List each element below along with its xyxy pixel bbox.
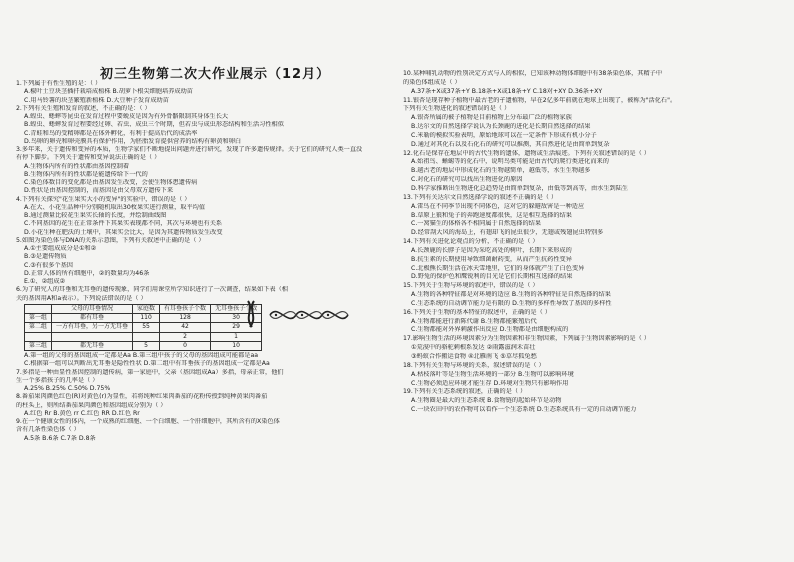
text-line: A.长颈鹿的长脖子是因为采吃高处的树叶，长期下来形成的	[411, 246, 572, 254]
text-line: C.生物必须适应环境才能生存 D.环境对生物只有影响作用	[411, 379, 569, 387]
table-row	[25, 341, 262, 350]
survey-table	[24, 304, 262, 351]
text-line: ①荒漠中的骆驼刺根系发达 ②雨露滋润禾苗壮	[411, 344, 536, 352]
table-header-cell: 家庭数	[133, 304, 160, 313]
text-line: C.染色体数目的变化都是由基因发生改变，会使生物体患遗传病	[24, 179, 198, 186]
text-line: A.枯枝落叶等是生物生活环境的一部分 B.生物可以影响环境	[411, 370, 574, 378]
text-line: B.生物体内所有的性状都是能遗传给下一代的	[24, 170, 148, 178]
text-line: B.通过测量比较花生果实长轴的长度，并绘制曲线图	[24, 212, 167, 219]
text-line: D.野兔的保护色和鹰锐利的目光是它们长期相互选择的结果	[411, 273, 573, 281]
text-line: D.通过对其化石以及石化石的研究可以推测，其自然进化是由简单到复杂	[411, 140, 610, 148]
text-line: A.生物圈是最大的生态系统 B.食物链的起始环节是动物	[411, 397, 562, 405]
table-cell: 10	[211, 341, 262, 350]
text-line: A.37条+X或37条+Y B.18条+X或18条+Y C.18对+XY D.36条+XY	[411, 87, 603, 95]
table-cell: 29	[211, 323, 262, 332]
table-cell: 一方有耳垂，另一方无耳垂	[52, 323, 133, 332]
table-row	[25, 332, 262, 341]
text-line: B.③是遗传物质	[24, 253, 67, 261]
text-line: D.正常人体的所有细胞中，②的数量均为46条	[24, 269, 150, 277]
text-line: 15.下列关于生物与环境的叙述中，错误的是（ ）	[403, 282, 539, 290]
text-line: A.生物体内所有的性状都由基因控制着	[24, 162, 130, 170]
text-line: D.性状是由基因控制的，而基因是由父母双方遗传下来	[24, 187, 174, 195]
text-line: C.对化石的研究可以找出生物进化的原因	[411, 176, 523, 184]
text-line: C.生物都能对外界刺激作出反应 D.生物都是由细胞构成的	[411, 326, 569, 334]
text-line: C.不同基因的花生在正常条件下其果实表现都不同，其次与环境也有关系	[24, 220, 223, 228]
table-header-cell: 父母的耳垂情况	[52, 304, 133, 313]
text-line: A.蝗虫、蟋蟀等昆虫在发育过程中要蜕皮是因为有外骨骼限制其身体生长大	[24, 113, 229, 120]
text-line: 6.为了研究人的耳垂和无耳垂的遗传现象，同学们用课堂所学知识进行了一次调查，结果如下表（相	[16, 286, 288, 294]
text-line: 19.下列有关生态系统的叙述，正确的是（ ）	[403, 388, 527, 396]
text-line: B.草原上狼和兔子的奔跑速度都很快，这是相互选择的结果	[411, 211, 572, 219]
text-line: C.一块农田中的农作物可以看作一个生态系统 D.生态系统具有一定的自动调节能力	[411, 406, 637, 414]
text-line: 有停下脚步。下列关于遗传和变异说法正确的是（ ）	[16, 154, 161, 162]
table-cell: 0	[160, 341, 211, 350]
table-cell: 都无耳垂	[52, 341, 133, 350]
page-title: 初三生物第二次大作业展示（12月）	[100, 67, 331, 82]
text-line: A.在大、小花生品种中分别随机取出30枚果实进行测量，取平均值	[24, 203, 206, 211]
table-cell: 5	[133, 341, 160, 350]
text-line: D.科学家推断出生物进化总趋势是由简单到复杂，由低等到高等，由水生到陆生	[411, 184, 629, 192]
left-column	[16, 80, 386, 443]
table-cell: 42	[160, 323, 211, 332]
table-header-cell: 无耳垂孩子个数	[211, 304, 262, 313]
table-header-cell: 有耳垂孩子个数	[160, 304, 211, 313]
text-line: 的柱头上，则所结番茄果肉颜色和基因组成分别为（ ）	[16, 401, 167, 409]
table-cell: 110	[133, 314, 160, 323]
text-line: C.生态系统的自动调节能力是有限的 D.生物的多样性导致了基因的多样性	[411, 299, 612, 307]
text-line: 4.下列有关探究"花生果实大小的变异"的实验中，错误的是（ ）	[16, 195, 191, 203]
text-line: C.用马铃薯的块茎繁殖新植株 D.大豆种子发育成幼苗	[24, 96, 169, 104]
table-cell	[133, 332, 160, 341]
text-line: 3.多年来，关于遗传和变异的本质，生物学家们不断地提出问题并进行研究，发现了许多遗传规律。关于它们的研究人类一直没	[16, 146, 363, 153]
text-line: 含有几条性染色体（ ）	[16, 426, 80, 434]
text-line: 5.如图为染色体与DNA的关系示意图，下列有关叙述中正确的是（ ）	[16, 236, 205, 244]
text-line: 下列有关生物进化的叙述错误的是（ ）	[403, 105, 511, 113]
text-line: E.①、②组成②	[24, 278, 66, 285]
right-column	[403, 70, 783, 415]
text-line: A.第一组的父母的基因组成一定都是Aa B.第三组中孩子的父母的基因组成可能都是aa	[24, 352, 259, 359]
table-cell: 第一组	[25, 314, 52, 323]
text-line: 14.下列有关进化论观点的分析，不正确的是（ ）	[403, 238, 539, 246]
text-line: D.经常刮大风的海岛上，有翅却飞的昆虫很少，无翅或残翅昆虫特别多	[411, 229, 604, 237]
text-line: C.根据第一组可以判断出无耳垂是隐性性状 D.第二组中有耳垂孩子的基因组成一定都是Aa	[24, 360, 270, 368]
table-row	[25, 323, 262, 332]
text-line: 生一个多指孩子的几率是（ ）	[16, 376, 99, 384]
text-line: 的染色体组成是（ ）	[403, 78, 461, 86]
table-cell: 1	[211, 332, 262, 341]
text-line: A.25% B.25% C.50% D.75%	[24, 385, 111, 392]
text-line: A.雷鸟在不同季节出现不同体色，这对它的躲避敌害是一种适应	[411, 202, 585, 210]
text-line: D.鸟卵的卵壳和卵壳膜具有保护作用，为胚胎发育提供营养的结构有卵黄和卵白	[24, 137, 242, 145]
text-line: A.银杏所属的被子植物是目前植物上分布最广泛的植物家族	[411, 114, 572, 122]
text-line: C.北极熊长期生活在冰天雪地里，它们的身体就产生了白色变异	[411, 264, 585, 272]
text-line: 1.下列属于有性生殖的是：（ ）	[16, 80, 102, 87]
table-cell	[25, 332, 52, 341]
text-line: B.蝗虫、蟋蟀发育过程要经过卵、若虫、成虫三个时期，但若虫与成虫形态结构和生活习性相似	[24, 121, 284, 129]
text-line: 2.下列有关生殖和发育的叙述，不正确的是：（ ）	[16, 104, 151, 112]
text-line: B.越古老的地层中形成化石的生物越简单，越低等，水生生物越多	[411, 167, 591, 175]
text-line: A.生物都能进行新陈代谢 B.生物都能繁殖后代	[411, 317, 537, 325]
text-line: B.抗生素的长期使用导致细菌耐药变，从而产生抗药性变异	[411, 255, 572, 263]
text-line: 17.影响生物生活的环境因素分为生物因素和非生物因素，下列属于生物因素影响的是（ ）	[403, 335, 650, 343]
text-line: C.米勒的模拟实验表明，原始地球可以在一定条件下形成有机小分子	[411, 131, 597, 139]
text-line: 10.某种哺乳动物的性别决定方式与人的相似，已知该种动物体细胞中有38条染色体，其精子中	[403, 70, 663, 77]
table-cell: 30	[211, 314, 262, 323]
table-cell: 55	[133, 323, 160, 332]
text-line: 13.下列有关达尔文自然选择学说的叙述不正确的是（ ）	[403, 193, 558, 201]
text-line: D.小花生种在肥沃的土壤中，其果实会比大，是因为其遗传物质发生改变	[24, 228, 223, 236]
table-cell: 第二组	[25, 323, 52, 332]
text-line: 关的基因用A和a表示）。下列说法错误的是（ ）	[16, 294, 147, 302]
text-line: C.一窝猫生的体格各不相同属于自然选择的结果	[411, 220, 542, 228]
text-line: A.椒叶土豆块茎插扦栽培成植株 B.胡萝卜根尖细胞培养成幼苗	[24, 88, 193, 96]
text-line: C.青蛙和鸟的受精卵都是在体外孵化，有利于提高后代的成活率	[24, 129, 198, 137]
text-line: C.③有很多个基因	[24, 261, 73, 269]
text-line: A.生物的各种特征都是对环境的适应 B.生物的各种特征是自然选择的结果	[411, 291, 611, 299]
table-cell	[52, 332, 133, 341]
text-line: 12.化石是保存在地层中的古代生物的遗体，遗物或生活痕迹。下列有关叙述错误的是（ ）	[403, 149, 650, 157]
table-header-cell	[25, 304, 52, 313]
table-cell: 2	[160, 332, 211, 341]
text-line: 18.下列有关生物与环境的关系，叙述错误的是（ ）	[403, 361, 545, 369]
text-line: ③蚂蚁合作搬运食物 ④北雁南飞 ⑤草尽狐兔愁	[411, 353, 537, 360]
text-line: B.达尔文的自然选择学说认为长颈鹿的进化是长期自然选择的结果	[411, 123, 591, 131]
table-row	[25, 314, 262, 323]
chromosome-dna-icon	[240, 295, 360, 335]
table-cell: 第三组	[25, 341, 52, 350]
text-line: 16.下列关于生物的基本特征的叙述中，正确的是（ ）	[403, 308, 551, 316]
table-cell: 128	[160, 314, 211, 323]
text-line: 9.在一个健康女性的体内，一个成熟的红细胞、一个白细胞、一个肝细胞中，其所含有的X染色体	[16, 418, 280, 425]
text-line: 7.多指是一种由显性基因控制的遗传病，第一家庭中，父亲（基因组成Aa）多指，母亲正常，他们	[16, 368, 284, 376]
table-cell: 都有耳垂	[52, 314, 133, 323]
text-line: A.始祖鸟、蜥蜴等的化石中，说明鸟类可能是由古代的爬行类进化而来的	[411, 158, 609, 166]
text-line: 11.银杏是现存种子植物中最古老的孑遗植物，早在2亿多年前就在地球上出现了，被称为"活化石"。	[403, 96, 677, 104]
text-line: A.红色 Rr B.黄色 rr C.红色 RR D.红色 Rr	[24, 409, 140, 417]
text-line: A.5条 B.6条 C.7条 D.8条	[24, 434, 96, 442]
text-line: 8.番茄果肉颜色红色(R)对黄色(r)为显性，若将纯种红果肉番茄的花粉传授到纯种黄果肉番茄	[16, 393, 268, 401]
text-line: A.①主要组成成分是①和②	[24, 245, 97, 252]
